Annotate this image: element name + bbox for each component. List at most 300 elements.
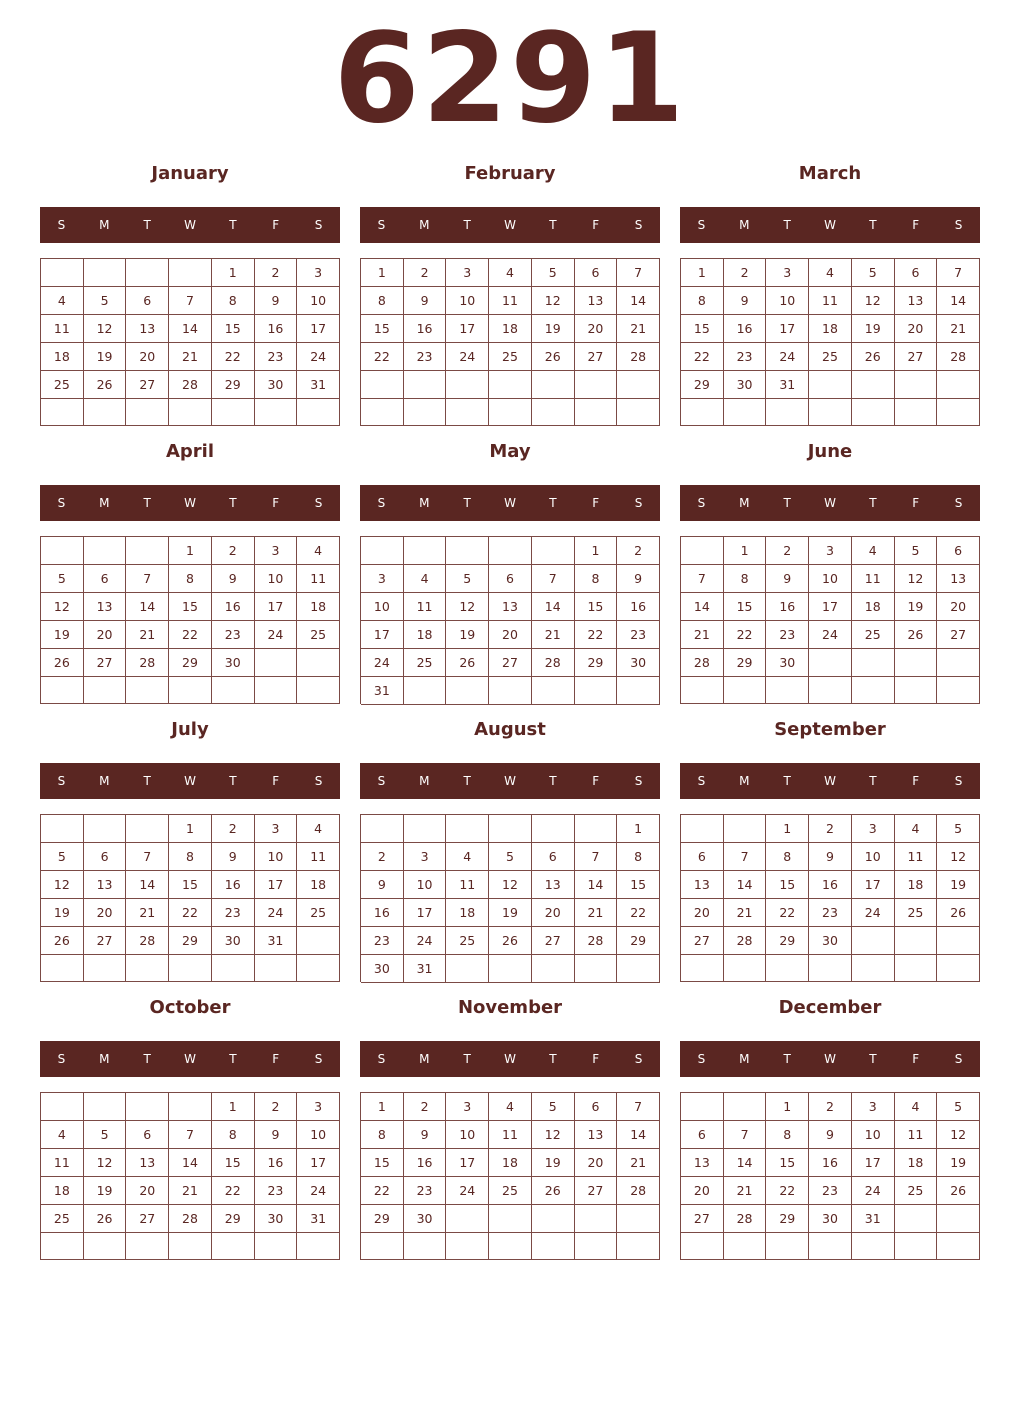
day-cell: 17 bbox=[361, 621, 404, 649]
day-cell: 4 bbox=[41, 1121, 84, 1149]
day-cell: 25 bbox=[852, 621, 895, 649]
weekday-label: F bbox=[272, 1052, 280, 1066]
month-name: October bbox=[149, 997, 231, 1018]
day-cell: 9 bbox=[724, 287, 767, 315]
month-name: February bbox=[464, 163, 556, 184]
weekday-label: T bbox=[869, 496, 877, 510]
empty-cell bbox=[212, 1233, 255, 1260]
day-cell: 31 bbox=[361, 677, 404, 705]
day-cell: 29 bbox=[169, 927, 212, 955]
empty-cell bbox=[297, 955, 340, 982]
day-cell: 6 bbox=[895, 259, 938, 287]
day-cell: 1 bbox=[361, 259, 404, 287]
empty-cell bbox=[41, 399, 84, 426]
empty-cell bbox=[617, 1233, 660, 1260]
day-cell: 28 bbox=[937, 343, 980, 371]
empty-cell bbox=[575, 371, 618, 399]
empty-cell bbox=[617, 955, 660, 983]
day-cell: 22 bbox=[617, 899, 660, 927]
day-cell: 21 bbox=[126, 899, 169, 927]
day-cell: 7 bbox=[126, 843, 169, 871]
day-cell: 6 bbox=[575, 259, 618, 287]
day-cell: 25 bbox=[895, 899, 938, 927]
day-cell: 2 bbox=[361, 843, 404, 871]
day-grid bbox=[680, 1092, 980, 1260]
weekday-label: S bbox=[377, 218, 386, 232]
day-cell: 22 bbox=[766, 1177, 809, 1205]
day-cell: 19 bbox=[446, 621, 489, 649]
weekday-label: T bbox=[229, 218, 237, 232]
weekday-label: T bbox=[549, 774, 557, 788]
day-cell: 4 bbox=[895, 815, 938, 843]
day-cell: 25 bbox=[809, 343, 852, 371]
day-cell: 31 bbox=[852, 1205, 895, 1233]
weekday-header bbox=[40, 207, 340, 243]
month-name: April bbox=[165, 441, 215, 462]
empty-cell bbox=[937, 1205, 980, 1233]
day-cell: 12 bbox=[895, 565, 938, 593]
day-cell: 23 bbox=[617, 621, 660, 649]
day-cell: 9 bbox=[766, 565, 809, 593]
weekday-label: F bbox=[272, 496, 280, 510]
empty-cell bbox=[126, 815, 169, 843]
day-cell: 10 bbox=[361, 593, 404, 621]
day-cell: 30 bbox=[255, 371, 298, 399]
empty-cell bbox=[404, 1233, 447, 1260]
day-cell: 20 bbox=[84, 621, 127, 649]
weekday-header bbox=[40, 485, 340, 521]
day-grid bbox=[360, 258, 660, 426]
day-cell: 29 bbox=[212, 371, 255, 399]
weekday-label: T bbox=[783, 218, 791, 232]
day-cell: 23 bbox=[255, 343, 298, 371]
day-cell: 11 bbox=[852, 565, 895, 593]
empty-cell bbox=[809, 955, 852, 982]
day-cell: 7 bbox=[532, 565, 575, 593]
day-cell: 23 bbox=[404, 343, 447, 371]
day-cell: 22 bbox=[681, 343, 724, 371]
day-cell: 27 bbox=[84, 649, 127, 677]
weekday-header bbox=[680, 207, 980, 243]
day-cell: 30 bbox=[766, 649, 809, 677]
empty-cell bbox=[84, 399, 127, 426]
weekday-label: F bbox=[592, 774, 600, 788]
day-cell: 16 bbox=[255, 1149, 298, 1177]
weekday-label: S bbox=[634, 218, 643, 232]
day-grid bbox=[680, 814, 980, 982]
empty-cell bbox=[169, 399, 212, 426]
empty-cell bbox=[84, 1093, 127, 1121]
weekday-header bbox=[360, 763, 660, 799]
empty-cell bbox=[489, 1233, 532, 1260]
empty-cell bbox=[41, 1093, 84, 1121]
weekday-label: S bbox=[954, 1052, 963, 1066]
day-cell: 28 bbox=[617, 343, 660, 371]
day-cell: 17 bbox=[766, 315, 809, 343]
day-cell: 27 bbox=[681, 927, 724, 955]
day-cell: 26 bbox=[532, 343, 575, 371]
weekday-label: W bbox=[824, 774, 836, 788]
day-cell: 4 bbox=[297, 537, 340, 565]
weekday-header bbox=[680, 1041, 980, 1077]
empty-cell bbox=[404, 537, 447, 565]
weekday-header bbox=[360, 1041, 660, 1077]
day-cell: 30 bbox=[212, 649, 255, 677]
day-cell: 26 bbox=[446, 649, 489, 677]
weekday-label: S bbox=[377, 774, 386, 788]
empty-cell bbox=[681, 1093, 724, 1121]
month-name: August bbox=[474, 719, 546, 740]
empty-cell bbox=[404, 677, 447, 705]
day-cell: 12 bbox=[84, 315, 127, 343]
weekday-label: S bbox=[954, 218, 963, 232]
weekday-label: T bbox=[869, 218, 877, 232]
empty-cell bbox=[766, 955, 809, 982]
day-cell: 3 bbox=[852, 1093, 895, 1121]
day-cell: 26 bbox=[937, 899, 980, 927]
day-cell: 13 bbox=[575, 287, 618, 315]
empty-cell bbox=[169, 1093, 212, 1121]
empty-cell bbox=[84, 815, 127, 843]
day-cell: 7 bbox=[169, 1121, 212, 1149]
day-cell: 3 bbox=[361, 565, 404, 593]
day-cell: 16 bbox=[255, 315, 298, 343]
day-cell: 25 bbox=[404, 649, 447, 677]
empty-cell bbox=[126, 259, 169, 287]
day-cell: 3 bbox=[255, 815, 298, 843]
day-cell: 24 bbox=[361, 649, 404, 677]
weekday-label: F bbox=[592, 218, 600, 232]
day-cell: 10 bbox=[852, 1121, 895, 1149]
empty-cell bbox=[809, 1233, 852, 1260]
empty-cell bbox=[617, 371, 660, 399]
empty-cell bbox=[446, 1205, 489, 1233]
day-cell: 17 bbox=[255, 871, 298, 899]
day-cell: 31 bbox=[297, 371, 340, 399]
day-cell: 26 bbox=[852, 343, 895, 371]
day-cell: 7 bbox=[126, 565, 169, 593]
day-cell: 10 bbox=[255, 843, 298, 871]
day-cell: 17 bbox=[446, 1149, 489, 1177]
day-cell: 17 bbox=[297, 1149, 340, 1177]
day-cell: 19 bbox=[532, 1149, 575, 1177]
day-cell: 16 bbox=[404, 1149, 447, 1177]
day-cell: 20 bbox=[489, 621, 532, 649]
weekday-label: S bbox=[314, 218, 323, 232]
day-cell: 10 bbox=[297, 1121, 340, 1149]
empty-cell bbox=[255, 399, 298, 426]
empty-cell bbox=[446, 677, 489, 705]
weekday-label: S bbox=[57, 1052, 66, 1066]
empty-cell bbox=[937, 677, 980, 704]
day-cell: 25 bbox=[297, 899, 340, 927]
day-cell: 1 bbox=[169, 537, 212, 565]
day-cell: 30 bbox=[724, 371, 767, 399]
day-cell: 8 bbox=[766, 843, 809, 871]
empty-cell bbox=[41, 955, 84, 982]
day-cell: 26 bbox=[532, 1177, 575, 1205]
day-cell: 1 bbox=[212, 259, 255, 287]
month-name: June bbox=[807, 441, 853, 462]
day-cell: 20 bbox=[84, 899, 127, 927]
day-grid bbox=[360, 1092, 660, 1260]
weekday-label: W bbox=[504, 774, 516, 788]
day-cell: 3 bbox=[297, 1093, 340, 1121]
empty-cell bbox=[895, 649, 938, 677]
day-cell: 23 bbox=[809, 1177, 852, 1205]
day-cell: 11 bbox=[297, 843, 340, 871]
empty-cell bbox=[532, 537, 575, 565]
day-cell: 23 bbox=[724, 343, 767, 371]
empty-cell bbox=[404, 815, 447, 843]
day-cell: 8 bbox=[361, 287, 404, 315]
empty-cell bbox=[489, 371, 532, 399]
empty-cell bbox=[681, 677, 724, 704]
day-cell: 10 bbox=[446, 1121, 489, 1149]
day-cell: 24 bbox=[297, 1177, 340, 1205]
day-grid bbox=[680, 536, 980, 704]
day-cell: 9 bbox=[255, 287, 298, 315]
empty-cell bbox=[489, 537, 532, 565]
empty-cell bbox=[126, 955, 169, 982]
day-cell: 6 bbox=[489, 565, 532, 593]
day-cell: 11 bbox=[895, 1121, 938, 1149]
weekday-label: T bbox=[143, 1052, 151, 1066]
day-cell: 13 bbox=[84, 593, 127, 621]
empty-cell bbox=[84, 955, 127, 982]
empty-cell bbox=[489, 677, 532, 705]
day-cell: 5 bbox=[895, 537, 938, 565]
weekday-label: M bbox=[99, 218, 110, 232]
weekday-label: T bbox=[143, 774, 151, 788]
day-cell: 6 bbox=[126, 287, 169, 315]
day-cell: 8 bbox=[681, 287, 724, 315]
weekday-label: T bbox=[463, 1052, 471, 1066]
empty-cell bbox=[895, 399, 938, 426]
day-cell: 10 bbox=[852, 843, 895, 871]
weekday-label: S bbox=[634, 1052, 643, 1066]
empty-cell bbox=[852, 927, 895, 955]
day-cell: 5 bbox=[41, 565, 84, 593]
empty-cell bbox=[809, 649, 852, 677]
day-cell: 20 bbox=[681, 899, 724, 927]
day-cell: 11 bbox=[404, 593, 447, 621]
day-cell: 14 bbox=[532, 593, 575, 621]
empty-cell bbox=[361, 537, 404, 565]
day-cell: 19 bbox=[489, 899, 532, 927]
day-cell: 28 bbox=[681, 649, 724, 677]
weekday-label: M bbox=[419, 496, 430, 510]
day-cell: 30 bbox=[809, 927, 852, 955]
day-cell: 20 bbox=[895, 315, 938, 343]
day-cell: 4 bbox=[404, 565, 447, 593]
day-cell: 11 bbox=[489, 1121, 532, 1149]
day-cell: 14 bbox=[724, 871, 767, 899]
day-cell: 12 bbox=[41, 593, 84, 621]
day-grid bbox=[360, 814, 660, 982]
day-cell: 5 bbox=[84, 287, 127, 315]
day-cell: 11 bbox=[809, 287, 852, 315]
empty-cell bbox=[852, 1233, 895, 1260]
day-cell: 29 bbox=[575, 649, 618, 677]
day-cell: 12 bbox=[446, 593, 489, 621]
day-cell: 17 bbox=[297, 315, 340, 343]
day-cell: 1 bbox=[212, 1093, 255, 1121]
day-cell: 2 bbox=[617, 537, 660, 565]
day-cell: 14 bbox=[575, 871, 618, 899]
day-cell: 22 bbox=[212, 1177, 255, 1205]
day-cell: 2 bbox=[404, 1093, 447, 1121]
day-cell: 21 bbox=[617, 1149, 660, 1177]
day-cell: 28 bbox=[724, 1205, 767, 1233]
day-cell: 15 bbox=[361, 1149, 404, 1177]
day-cell: 25 bbox=[41, 1205, 84, 1233]
day-cell: 27 bbox=[489, 649, 532, 677]
weekday-label: S bbox=[634, 496, 643, 510]
day-cell: 10 bbox=[297, 287, 340, 315]
day-cell: 22 bbox=[169, 899, 212, 927]
day-cell: 5 bbox=[852, 259, 895, 287]
weekday-label: T bbox=[783, 1052, 791, 1066]
day-cell: 7 bbox=[575, 843, 618, 871]
day-cell: 27 bbox=[532, 927, 575, 955]
day-cell: 22 bbox=[212, 343, 255, 371]
day-cell: 19 bbox=[937, 1149, 980, 1177]
weekday-label: S bbox=[697, 496, 706, 510]
empty-cell bbox=[617, 1205, 660, 1233]
day-cell: 17 bbox=[852, 871, 895, 899]
day-cell: 26 bbox=[84, 371, 127, 399]
weekday-label: W bbox=[184, 1052, 196, 1066]
empty-cell bbox=[489, 815, 532, 843]
year-title: 6291 bbox=[333, 7, 687, 151]
day-cell: 31 bbox=[766, 371, 809, 399]
empty-cell bbox=[617, 677, 660, 705]
empty-cell bbox=[681, 955, 724, 982]
weekday-label: S bbox=[697, 1052, 706, 1066]
day-cell: 3 bbox=[852, 815, 895, 843]
weekday-label: T bbox=[143, 218, 151, 232]
day-cell: 9 bbox=[212, 565, 255, 593]
empty-cell bbox=[489, 955, 532, 983]
day-cell: 4 bbox=[41, 287, 84, 315]
day-grid bbox=[360, 536, 660, 704]
empty-cell bbox=[212, 399, 255, 426]
day-cell: 7 bbox=[724, 843, 767, 871]
day-cell: 13 bbox=[532, 871, 575, 899]
weekday-label: M bbox=[739, 774, 750, 788]
day-cell: 25 bbox=[489, 343, 532, 371]
day-cell: 4 bbox=[852, 537, 895, 565]
day-cell: 13 bbox=[937, 565, 980, 593]
day-cell: 25 bbox=[489, 1177, 532, 1205]
day-cell: 20 bbox=[937, 593, 980, 621]
day-cell: 1 bbox=[575, 537, 618, 565]
empty-cell bbox=[446, 399, 489, 427]
day-cell: 6 bbox=[681, 1121, 724, 1149]
day-cell: 27 bbox=[575, 1177, 618, 1205]
day-cell: 6 bbox=[126, 1121, 169, 1149]
day-cell: 24 bbox=[446, 1177, 489, 1205]
day-cell: 14 bbox=[126, 593, 169, 621]
empty-cell bbox=[575, 1233, 618, 1260]
empty-cell bbox=[724, 1093, 767, 1121]
day-cell: 17 bbox=[852, 1149, 895, 1177]
empty-cell bbox=[84, 677, 127, 704]
day-cell: 3 bbox=[255, 537, 298, 565]
day-cell: 2 bbox=[212, 537, 255, 565]
day-cell: 7 bbox=[724, 1121, 767, 1149]
empty-cell bbox=[852, 371, 895, 399]
weekday-label: T bbox=[869, 1052, 877, 1066]
day-cell: 20 bbox=[575, 315, 618, 343]
day-cell: 23 bbox=[212, 621, 255, 649]
day-cell: 17 bbox=[809, 593, 852, 621]
day-cell: 9 bbox=[404, 287, 447, 315]
weekday-label: S bbox=[57, 774, 66, 788]
day-cell: 6 bbox=[575, 1093, 618, 1121]
empty-cell bbox=[255, 1233, 298, 1260]
day-cell: 18 bbox=[895, 871, 938, 899]
day-cell: 11 bbox=[895, 843, 938, 871]
empty-cell bbox=[766, 677, 809, 704]
weekday-label: T bbox=[549, 496, 557, 510]
day-cell: 6 bbox=[532, 843, 575, 871]
day-cell: 21 bbox=[724, 1177, 767, 1205]
day-cell: 21 bbox=[724, 899, 767, 927]
empty-cell bbox=[41, 537, 84, 565]
day-cell: 4 bbox=[809, 259, 852, 287]
empty-cell bbox=[297, 927, 340, 955]
day-cell: 23 bbox=[766, 621, 809, 649]
day-cell: 28 bbox=[169, 371, 212, 399]
weekday-header bbox=[360, 485, 660, 521]
empty-cell bbox=[937, 649, 980, 677]
empty-cell bbox=[361, 1233, 404, 1260]
weekday-label: T bbox=[549, 1052, 557, 1066]
day-cell: 28 bbox=[617, 1177, 660, 1205]
day-cell: 23 bbox=[404, 1177, 447, 1205]
empty-cell bbox=[169, 1233, 212, 1260]
day-cell: 26 bbox=[489, 927, 532, 955]
day-cell: 2 bbox=[255, 1093, 298, 1121]
empty-cell bbox=[532, 815, 575, 843]
weekday-label: W bbox=[504, 1052, 516, 1066]
empty-cell bbox=[724, 815, 767, 843]
day-cell: 16 bbox=[809, 871, 852, 899]
day-cell: 10 bbox=[404, 871, 447, 899]
day-cell: 15 bbox=[169, 593, 212, 621]
day-cell: 21 bbox=[937, 315, 980, 343]
day-cell: 3 bbox=[446, 1093, 489, 1121]
day-cell: 7 bbox=[681, 565, 724, 593]
day-cell: 26 bbox=[895, 621, 938, 649]
weekday-label: W bbox=[504, 496, 516, 510]
day-cell: 1 bbox=[724, 537, 767, 565]
empty-cell bbox=[532, 399, 575, 427]
weekday-label: F bbox=[272, 774, 280, 788]
weekday-label: T bbox=[229, 774, 237, 788]
empty-cell bbox=[852, 955, 895, 982]
day-cell: 14 bbox=[617, 1121, 660, 1149]
empty-cell bbox=[895, 1233, 938, 1260]
day-cell: 24 bbox=[446, 343, 489, 371]
day-cell: 16 bbox=[404, 315, 447, 343]
day-cell: 20 bbox=[126, 343, 169, 371]
day-cell: 1 bbox=[169, 815, 212, 843]
empty-cell bbox=[617, 399, 660, 427]
day-cell: 19 bbox=[41, 621, 84, 649]
